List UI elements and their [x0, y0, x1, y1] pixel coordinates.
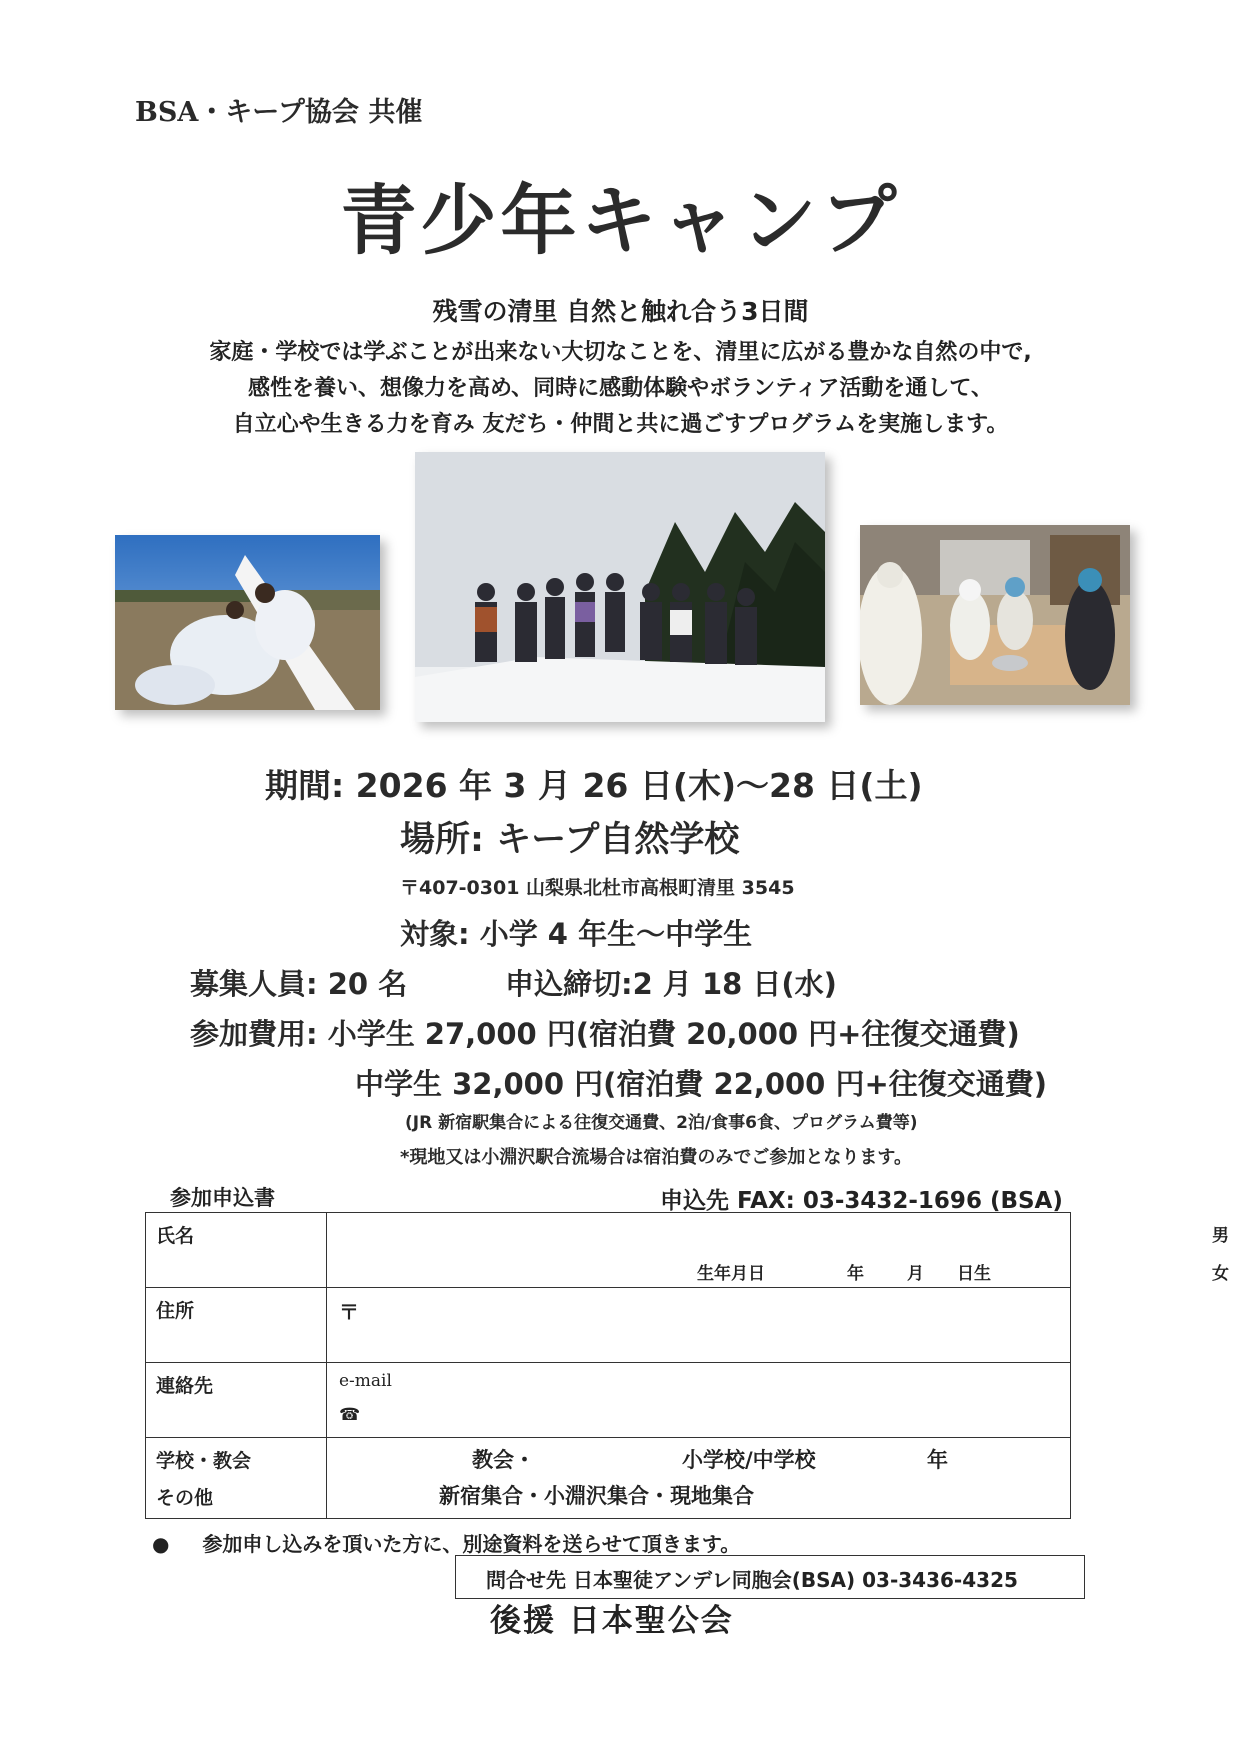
other-label-line: その他 [156, 1487, 214, 1509]
grade-label: 年 [927, 1448, 948, 1472]
fee-elementary-line: 参加費用: 小学生 27,000 円(宿泊費 20,000 円+往復交通費) [190, 1017, 1020, 1051]
intro-text [0, 335, 1241, 443]
local-join-note: *現地又は小淵沢駅合流場合は宿泊費のみでご参加となります。 [400, 1147, 912, 1168]
period-line: 期間: 2026 年 3 月 26 日(木)〜28 日(土) [265, 766, 923, 805]
fee-note: (JR 新宿駅集合による往復交通費、2泊/食事6食、プログラム費等) [405, 1113, 918, 1133]
email-label: e-mail [339, 1371, 392, 1391]
group-snow-photo [415, 452, 825, 722]
female-option[interactable]: 女 [1212, 1264, 1229, 1284]
form-heading: 参加申込書 [170, 1186, 275, 1210]
support-line: 後援 日本聖公会 [490, 1603, 734, 1639]
birth-year-label: 年 [847, 1264, 864, 1284]
school-label-line: 学校・教会 [156, 1450, 252, 1472]
name-field[interactable] [327, 1213, 1229, 1288]
bullet-icon: ● [152, 1532, 170, 1556]
church-label: 教会・ [472, 1448, 535, 1472]
male-option[interactable]: 男 [1212, 1226, 1229, 1246]
birth-day-label: 日生 [957, 1264, 991, 1284]
intro-line: 自立心や生きる力を育み 友だち・仲間と共に過ごすプログラムを実施します。 [232, 412, 1009, 437]
materials-note: 参加申し込みを頂いた方に、別途資料を送らせて頂きます。 [202, 1532, 741, 1556]
school-church-field[interactable] [327, 1438, 1071, 1519]
school-type-choice[interactable]: 小学校/中学校 [682, 1448, 816, 1472]
flyer-subtitle: 残雪の清里 自然と触れ合う3日間 [432, 297, 809, 326]
deadline-line: 申込締切:2 月 18 日(水) [505, 967, 837, 1001]
school-church-label [146, 1438, 327, 1519]
intro-line: 家庭・学校では学ぶことが出来ない大切なことを、清里に広がる豊かな自然の中で, [209, 340, 1032, 365]
postal-mark: 〒 [339, 1300, 359, 1324]
phone-icon: ☎ [339, 1405, 361, 1425]
inquiry-box: 問合せ先 日本聖徒アンデレ同胞会(BSA) 03-3436-4325 [455, 1555, 1085, 1599]
capacity-line: 募集人員: 20 名 [190, 967, 408, 1001]
fax-number: 申込先 FAX: 03-3432-1696 (BSA) [660, 1188, 1063, 1214]
target-line: 対象: 小学 4 年生〜中学生 [400, 917, 753, 951]
contact-label: 連絡先 [146, 1363, 327, 1438]
address-field[interactable] [327, 1288, 1071, 1363]
flyer-title: 青少年キャンプ [340, 176, 901, 265]
cooking-photo [860, 525, 1130, 705]
birthdate-label: 生年月日 [697, 1264, 765, 1284]
fee-junior-line: 中学生 32,000 円(宿泊費 22,000 円+往復交通費) [355, 1067, 1048, 1101]
birth-month-label: 月 [907, 1264, 924, 1284]
cohost-line: BSA・キープ協会 共催 [135, 97, 423, 128]
contact-field[interactable] [327, 1363, 1071, 1438]
intro-line: 感性を養い、想像力を高め、同時に感動体験やボランティア活動を通して、 [248, 376, 993, 401]
application-form [145, 1212, 1229, 1519]
volunteer-work-photo [115, 535, 380, 710]
place-line: 場所: キープ自然学校 [400, 820, 740, 860]
name-label: 氏名 [146, 1213, 327, 1288]
note-line [152, 1528, 740, 1557]
address-label: 住所 [146, 1288, 327, 1363]
address-line: 〒407-0301 山梨県北杜市高根町清里 3545 [400, 877, 795, 899]
meeting-options[interactable]: 新宿集合・小淵沢集合・現地集合 [439, 1484, 754, 1508]
